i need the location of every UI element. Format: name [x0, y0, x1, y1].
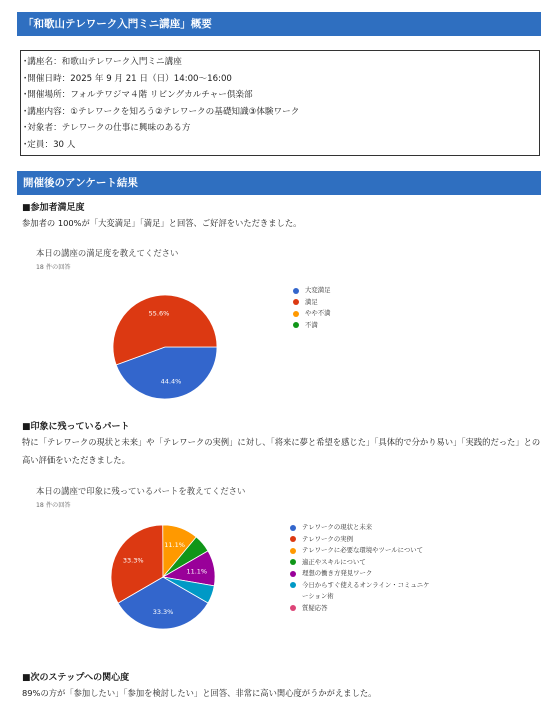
chart1-title: 本日の講座の満足度を教えてください — [36, 248, 179, 258]
chart1-legend-label: 不満 — [305, 320, 318, 329]
next-step-text: 89%の方が「参加したい」「参加を検討したい」と回答、非常に高い関心度がうかがえました。 — [22, 688, 377, 698]
chart2-legend-label: 適正やスキルについて — [302, 557, 366, 566]
chart1-pie — [100, 282, 230, 412]
chart2-legend-item — [290, 522, 435, 534]
chart2-legend-label: 質疑応答 — [302, 603, 328, 612]
chart1-legend-item — [293, 297, 413, 309]
chart2-legend-label: テレワークの現状と未来 — [302, 523, 373, 531]
overview-item-datetime: ･開催日時：2025 年 9 月 21 日（日）14:00～16:00 — [23, 73, 232, 84]
chart1-legend-swatch — [293, 288, 299, 294]
chart1-legend — [293, 285, 413, 331]
chart2-legend-item — [290, 545, 435, 557]
chart1-slice-label-1: 55.6% — [148, 309, 170, 318]
chart2-slice-label-2: 11.1% — [164, 541, 185, 550]
overview-item-content: ･講座内容：①テレワークを知ろう②テレワークの基礎知識③体験ワーク — [23, 106, 300, 117]
chart1-legend-item — [293, 285, 413, 297]
chart2-legend-item — [290, 603, 435, 615]
impression-title: ■印象に残っているパート — [22, 422, 130, 432]
chart2-pie — [98, 512, 228, 642]
overview-item-name: ･講座名：和歌山テレワーク入門ミニ講座 — [23, 57, 182, 67]
satisfaction-title: ■参加者満足度 — [22, 203, 85, 213]
chart2-legend-swatch — [290, 536, 296, 542]
chart2-slice-label-0: 33.3% — [152, 607, 174, 616]
chart1-legend-item — [293, 308, 413, 320]
chart2-legend-swatch — [290, 548, 296, 554]
chart2-slice-label-4: 11.1% — [186, 567, 208, 576]
chart2-legend-label: テレワークに必要な環境やツールについて — [302, 546, 424, 554]
chart1-legend-label: 大変満足 — [305, 286, 331, 294]
chart1-legend-swatch — [293, 299, 299, 305]
satisfaction-text: 参加者の 100%が「大変満足」「満足」と回答、ご好評をいただきました。 — [22, 218, 302, 228]
chart2-legend-label: 理想の働き方発見ワーク — [302, 569, 373, 577]
chart2-legend-item — [290, 580, 435, 603]
chart1-legend-item — [293, 320, 413, 332]
chart2-title: 本日の講座で印象に残っているパートを教えてください — [36, 486, 246, 496]
chart2-subtitle: 18 件の回答 — [36, 502, 71, 509]
overview-item-target: ･対象者：テレワークの仕事に興味のある方 — [23, 123, 191, 134]
chart2-legend-swatch — [290, 525, 296, 531]
overview-item-venue: ･開催場所：フォルテワジマ４階 リビングカルチャー倶楽部 — [23, 90, 253, 101]
chart2-legend-swatch — [290, 559, 296, 565]
chart2-legend — [290, 522, 435, 614]
chart2-legend-swatch — [290, 605, 296, 611]
impression-text: 特に「テレワークの現状と未来」や「テレワークの実例」に対し、「将来に夢と希望を感じた」「具体的で分かり易い」「実践的だった」との高い評価をいただきました。 — [22, 437, 541, 465]
chart1-legend-label: 満足 — [305, 297, 318, 306]
overview-heading: 「和歌山テレワーク入門ミニ講座」概要 — [17, 12, 541, 36]
chart2-legend-item — [290, 557, 435, 569]
chart1-legend-label: やや不満 — [305, 309, 331, 317]
chart1-legend-swatch — [293, 322, 299, 328]
chart1-slice-label-0: 44.4% — [160, 377, 182, 386]
survey-heading: 開催後のアンケート結果 — [17, 171, 541, 195]
next-step-title: ■次のステップへの関心度 — [22, 673, 130, 683]
chart2-legend-swatch — [290, 582, 296, 588]
chart2-slice-label-1: 33.3% — [122, 556, 144, 565]
overview-box — [20, 50, 540, 156]
chart1-subtitle: 18 件の回答 — [36, 264, 71, 271]
chart2-legend-label: テレワークの実例 — [302, 534, 353, 543]
chart2-legend-swatch — [290, 571, 296, 577]
chart2-legend-item — [290, 534, 435, 546]
chart1-legend-swatch — [293, 311, 299, 317]
chart2-legend-label: 今日からすぐ使えるオンライン・コミュニケーション術 — [302, 580, 430, 600]
chart2-legend-item — [290, 568, 435, 580]
overview-item-capacity: ･定員：30 人 — [23, 139, 76, 150]
